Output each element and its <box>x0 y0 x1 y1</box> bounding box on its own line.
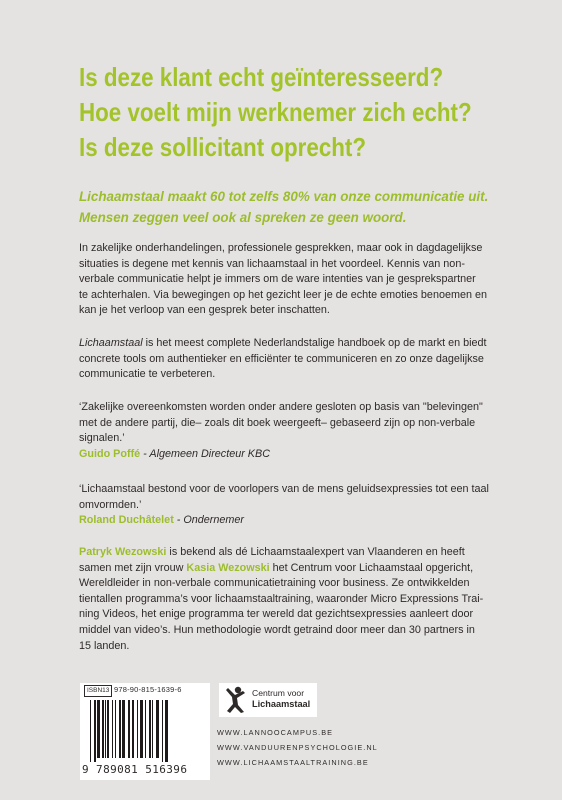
quote-author: Roland Duchâtelet <box>79 514 174 527</box>
bio-line: middel van video’s. Hun methodologie wordt getraind door meer dan 30 partners in <box>79 623 475 636</box>
barcode-box <box>80 683 210 780</box>
logo-text <box>252 688 310 710</box>
paragraph-text: is het meest complete Nederlandstalige handboek op de markt en biedt <box>142 337 487 349</box>
barcode-bar <box>94 700 96 762</box>
barcode-bar <box>149 700 151 758</box>
website-url: WWW.LICHAAMSTAALTRAINING.BE <box>217 757 369 767</box>
quote-attribution <box>79 447 489 463</box>
barcode-bars <box>88 700 202 762</box>
headline-line-3: Is deze sollicitant oprecht? <box>79 132 367 162</box>
intro-text <box>79 186 539 228</box>
headline-line-2: Hoe voelt mijn werknemer zich echt? <box>79 97 472 127</box>
barcode-bar <box>140 700 143 758</box>
bio-line <box>79 561 489 577</box>
quote-1 <box>79 400 489 462</box>
barcode-bar <box>132 700 134 758</box>
quote-line: met de andere partij, die– zoals dit boek weergeeft– gebaseerd zijn op non-verbale <box>79 416 476 429</box>
bio-line: Wereldleider in non-verbale communicatietraining voor business. Ze ontwikkelden <box>79 577 470 590</box>
author-name-patryk: Patryk Wezowski <box>79 546 167 558</box>
quote-author-role: - Ondernemer <box>173 514 245 527</box>
paragraph-line: communicatie te verbeteren. <box>79 368 216 381</box>
barcode-bar <box>90 700 91 762</box>
quote-line: ‘Lichaamstaal bestond voor de voorlopers van de mens geluidsexpressies tot een taal <box>79 483 489 495</box>
headline-line-1: Is deze klant echt geïnteresseerd? <box>79 62 444 92</box>
logo-line-2: Lichaamstaal <box>252 699 311 709</box>
paragraph-line: In zakelijke onderhandelingen, professionele gesprekken, maar ook in dagdagelijkse <box>79 242 483 254</box>
barcode-digits: 9 789081 516396 <box>82 763 188 776</box>
intro-line-2: Mensen zeggen veel ook al spreken ze geen woord. <box>79 210 407 225</box>
bio-line <box>79 545 489 561</box>
isbn-row <box>80 683 210 697</box>
quote-author: Guido Poffé <box>79 447 141 460</box>
paragraph-line: situaties is degene met kennis van lichaamstaal in het voordeel. Kennis van non- <box>79 257 465 270</box>
barcode-bar <box>102 700 104 758</box>
barcode-bar <box>128 700 130 758</box>
barcode-bar <box>97 700 100 758</box>
quote-author-role: - Algemeen Directeur KBC <box>140 447 270 460</box>
website-url: WWW.VANDUURENPSYCHOLOGIE.NL <box>217 742 378 752</box>
barcode-bar <box>152 700 153 758</box>
author-name-kasia: Kasia Wezowski <box>186 561 270 574</box>
body-paragraph-1 <box>79 241 489 319</box>
quote-line: signalen.’ <box>79 432 125 445</box>
body-paragraph-2 <box>79 336 489 383</box>
barcode-bar <box>145 700 146 758</box>
paragraph-line: verbale communicatie helpt je immers om de ware intenties van je gesprekspartner <box>79 273 476 286</box>
website-list <box>217 726 378 770</box>
quote-attribution <box>79 513 489 529</box>
paragraph-line: kan je het verloop van een gesprek beter inschatten. <box>79 304 330 317</box>
barcode-bar <box>105 700 106 758</box>
headline <box>79 60 483 165</box>
bio-text: is bekend als dé Lichaamstaalexpert van Vlaanderen en heeft <box>166 546 465 558</box>
bio-line: ning Videos, het enige programma ter wereld dat gezichtsexpressies aanleert door <box>79 608 474 621</box>
barcode-bar <box>115 700 116 758</box>
bio-line: 15 landen. <box>79 639 130 652</box>
person-jumping-icon <box>222 685 250 715</box>
bio-text: samen met zijn vrouw <box>79 561 187 574</box>
paragraph-line <box>79 336 489 352</box>
bio-line: tientallen programma’s voor lichaamstaaltraining, waaronder Micro Expressions Trai- <box>79 592 484 605</box>
paragraph-line: te achterhalen. Via bewegingen op het gezicht leer je de echte emoties benoemen en <box>79 288 487 301</box>
quote-2 <box>79 482 489 529</box>
barcode-bar <box>119 700 121 758</box>
bio-text: het Centrum voor Lichaamstaal opgericht, <box>269 561 474 574</box>
logo-line-1: Centrum voor <box>252 688 305 698</box>
barcode-bar <box>112 700 113 758</box>
isbn-label: ISBN13 <box>84 685 112 697</box>
website-url: WWW.LANNOOCAMPUS.BE <box>217 728 334 737</box>
quote-line: omvormden.’ <box>79 498 142 511</box>
isbn-value: 978-90-815-1639-6 <box>114 685 182 694</box>
quote-line: ‘Zakelijke overeenkomsten worden onder andere gesloten op basis van "belevingen" <box>79 401 483 413</box>
paragraph-line: concrete tools om authentieker en efficiënter te communiceren en zo onze dagelijkse <box>79 352 484 365</box>
intro-line-1: Lichaamstaal maakt 60 tot zelfs 80% van onze communicatie uit. <box>79 189 489 204</box>
barcode-bar <box>156 700 159 758</box>
book-title: Lichaamstaal <box>79 337 143 349</box>
barcode-bar <box>162 700 163 762</box>
author-bio <box>79 545 489 654</box>
barcode-bar <box>122 700 125 758</box>
publisher-logo <box>219 683 317 717</box>
barcode-bar <box>137 700 138 758</box>
barcode-bar <box>165 700 168 762</box>
barcode-bar <box>107 700 109 758</box>
